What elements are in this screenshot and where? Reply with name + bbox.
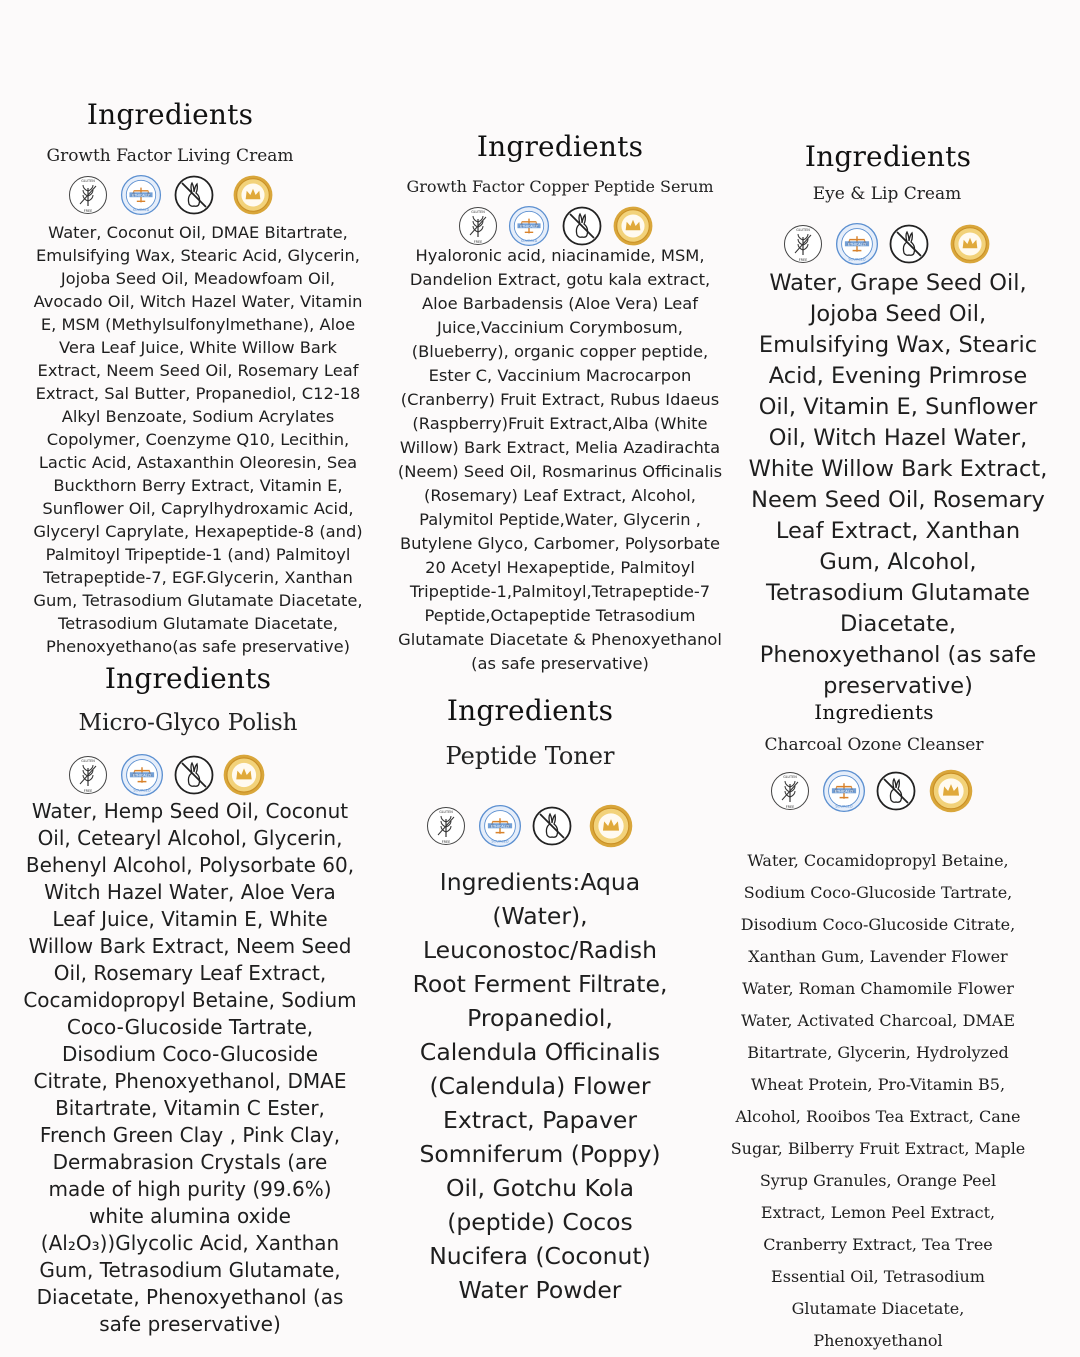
ingredients-heading: Ingredients (104, 662, 272, 695)
cruelty-free-rabbit-icon (876, 771, 916, 811)
product-name: Eye & Lip Cream (812, 184, 962, 204)
ingredients-list: Hyaloronic acid, niacinamide, MSM, Dandelion Extract, gotu kala extract, Aloe Barbadensis (Aloe Vera) Leaf Juice,Vaccinium Corymbosum, (Blueberry), organic copper peptide, Ester C, Vaccinium Macrocarpon (Cranberry) Fruit Extract, Rubus Idaeus (Raspberry)Fruit Extract,Alba (White Willow) Bark Extract, Melia Azadirachta (Neem) Seed Oil, Rosmarinus Officinalis (Rosemary) Leaf Extract, Alcohol, Palymitol Peptide,Water, Glycerin , Butylene Glyco, Carbomer, Polysorbate 20 Acetyl Hexapeptide, Palmitoyl Tripeptide-1,Palmitoyl,Tetrapeptide-7 Peptide,Octapeptide Tetrasodium Glutamate Diacetate & Phenoxyethanol (as safe preservative) (397, 246, 723, 673)
product-name: Growth Factor Copper Peptide Serum (406, 177, 714, 196)
product-name: Peptide Toner (445, 742, 615, 770)
ingredients-list: Water, Coconut Oil, DMAE Bitartrate, Emulsifying Wax, Stearic Acid, Glycerin, Jojoba Seed Oil, Meadowfoam Oil, Avocado Oil, Witch Hazel Water, Vitamin E, MSM (Methylsulfonylmethane), Aloe Vera Leaf Juice, White Willow Bark Extract, Neem Seed Oil, Rosemary Leaf Extract, Sal Butter, Propanediol, C12-18 Alkyl Benzoate, Sodium Acrylates Copolymer, Coenzyme Q10, Lecithin, Lactic Acid, Astaxanthin Oleoresin, Sea Buckthorn Berry Extract, Vitamin E, Sunflower Oil, Caprylhydroxamic Acid, Glyceryl Caprylate, Hexapeptide-8 (and) Palmitoyl Tripeptide-1 (and) Palmitoyl Tetrapeptide-7, EGF.Glycerin, Xanthan Gum, Tetrasodium Glutamate Diacetate, Tetrasodium Glutamate Diacetate, Phenoxyethano(as safe preservative) (33, 223, 363, 656)
ethically-sourced-icon (120, 174, 162, 216)
ingredients-list: Ingredients:Aqua (Water), Leuconostoc/Radish Root Ferment Filtrate, Propanediol, Calendula Officinalis (Calendula) Flower Extract, Papaver Somniferum (Poppy) Oil, Gotchu Kola (peptide) Cocos Nucifera (Coconut) Water Powder (412, 868, 668, 1304)
badge-row (68, 753, 266, 797)
cruelty-free-rabbit-icon (174, 755, 214, 795)
gold-crown-seal-icon (222, 753, 266, 797)
gluten-free-icon (68, 175, 108, 215)
gluten-free-icon (770, 771, 810, 811)
ingredients-list: Water, Hemp Seed Oil, Coconut Oil, Cetearyl Alcohol, Glycerin, Behenyl Alcohol, Polysorbate 60, Witch Hazel Water, Aloe Vera Leaf Juice, Vitamin E, White Willow Bark Extract, Neem Seed Oil, Rosemary Leaf Extract, Cocamidopropyl Betaine, Sodium Coco-Glucoside Tartrate, Disodium Coco-Glucoside Citrate, Phenoxyethanol, DMAE Bitartrate, Vitamin C Ester, French Green Clay , Pink Clay, Dermabrasion Crystals (are made of high purity (99.6%) white alumina oxide (Al₂O₃))Glycolic Acid, Xanthan Gum, Tetrasodium Glutamate, Diacetate, Phenoxyethanol (as safe preservative) (23, 799, 357, 1336)
ingredients-heading: Ingredients (814, 700, 934, 724)
gold-crown-seal-icon (949, 223, 991, 265)
gold-crown-seal-icon (928, 768, 974, 814)
ingredients-list: Water, Cocamidopropyl Betaine, Sodium Coco-Glucoside Tartrate, Disodium Coco-Glucoside Citrate, Xanthan Gum, Lavender Flower Water, Roman Chamomile Flower Water, Activated Charcoal, DMAE Bitartrate, Glycerin, Hydrolyzed Wheat Protein, Pro-Vitamin B5, Alcohol, Rooibos Tea Extract, Cane Sugar, Bilberry Fruit Extract, Maple Syrup Granules, Orange Peel Extract, Lemon Peel Extract, Cranberry Extract, Tea Tree Essential Oil, Tetrasodium Glutamate Diacetate, Phenoxyethanol (730, 851, 1026, 1350)
ingredients-heading: Ingredients (446, 694, 614, 727)
product-name: Micro-Glyco Polish (78, 710, 298, 736)
ethically-sourced-icon (835, 222, 879, 266)
badge-row (68, 174, 274, 216)
gluten-free-icon (458, 206, 498, 246)
gluten-free-icon (783, 224, 823, 264)
ethically-sourced-icon (822, 769, 866, 813)
ethically-sourced-icon (508, 205, 550, 247)
ingredients-list: Water, Grape Seed Oil, Jojoba Seed Oil, Emulsifying Wax, Stearic Acid, Evening Primrose Oil, Vitamin E, Sunflower Oil, Witch Hazel Water, White Willow Bark Extract, Neem Seed Oil, Rosemary Leaf Extract, Xanthan Gum, Alcohol, Tetrasodium Glutamate Diacetate, Phenoxyethanol (as safe preservative) (748, 270, 1048, 699)
cruelty-free-rabbit-icon (889, 224, 929, 264)
ingredients-heading: Ingredients (476, 130, 644, 163)
gold-crown-seal-icon (232, 174, 274, 216)
ethically-sourced-icon (478, 804, 522, 848)
cruelty-free-rabbit-icon (562, 206, 602, 246)
badge-row (770, 768, 974, 814)
badge-row (458, 205, 654, 247)
badge-row (783, 222, 991, 266)
gold-crown-seal-icon (588, 803, 634, 849)
ingredients-heading: Ingredients (86, 98, 254, 131)
gluten-free-icon (68, 755, 108, 795)
cruelty-free-rabbit-icon (174, 175, 214, 215)
badge-row (426, 803, 634, 849)
gold-crown-seal-icon (612, 205, 654, 247)
ethically-sourced-icon (120, 753, 164, 797)
product-name: Growth Factor Living Cream (46, 146, 294, 166)
cruelty-free-rabbit-icon (532, 806, 572, 846)
gluten-free-icon (426, 806, 466, 846)
product-name: Charcoal Ozone Cleanser (764, 735, 984, 755)
ingredients-heading: Ingredients (804, 140, 972, 173)
